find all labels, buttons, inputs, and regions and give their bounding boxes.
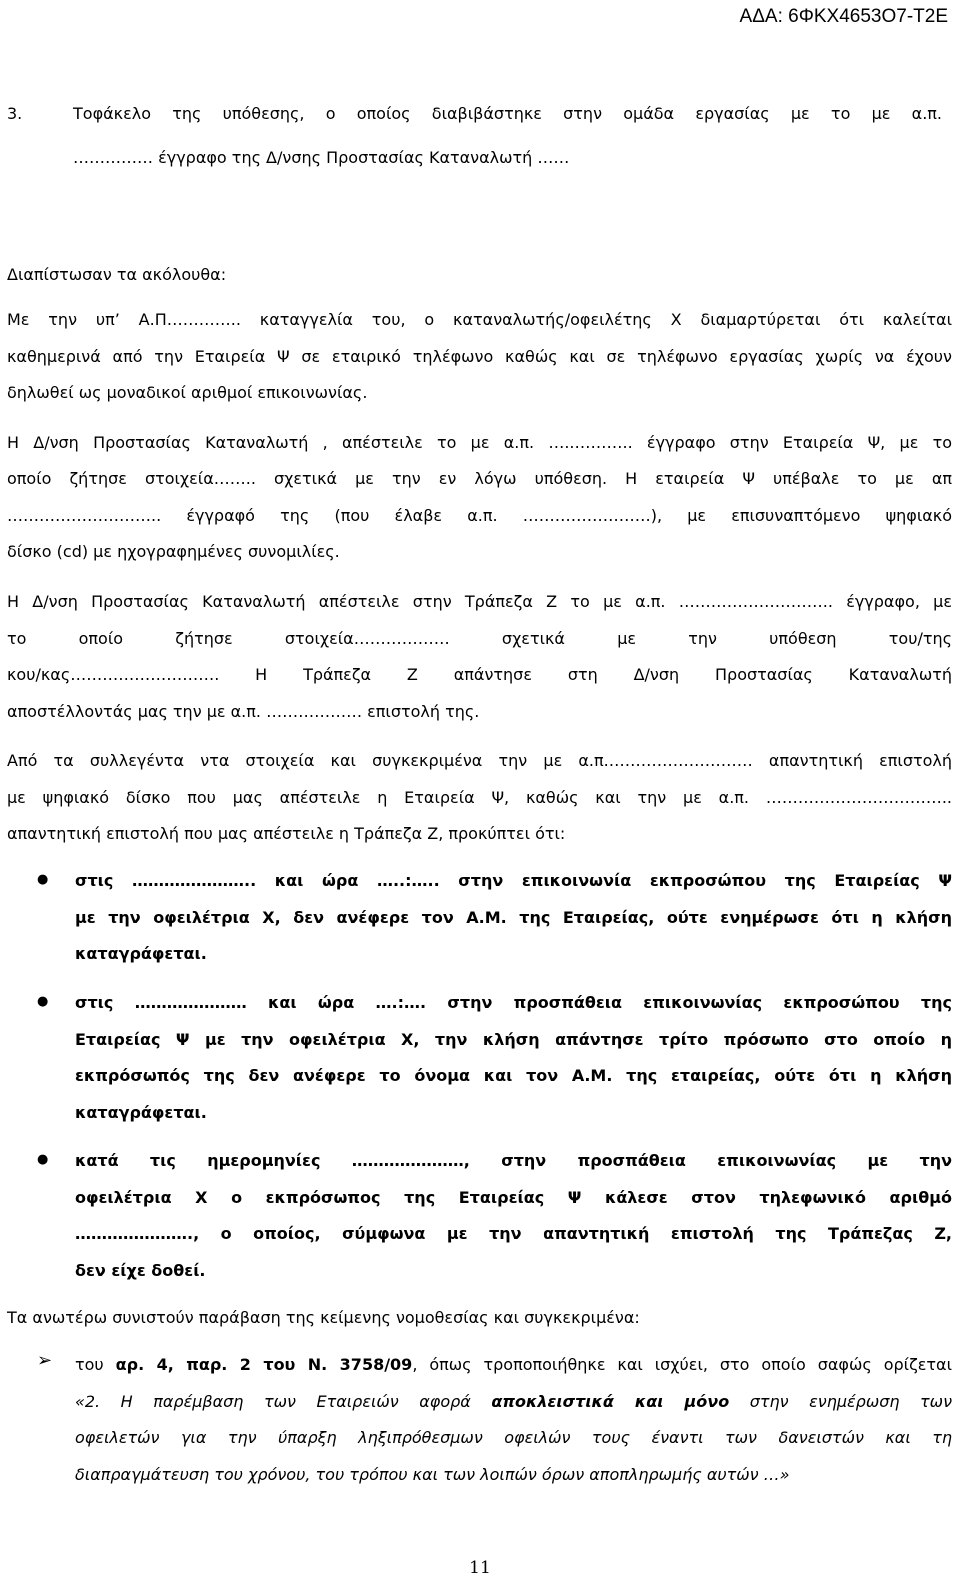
p3-line1: Η Δ/νση Προστασίας Καταναλωτή απέστειλε στην Τράπεζα Ζ το με α.π. ……………………….. έγγραφο, με (7, 592, 952, 611)
p3-line4: αποστέλλοντάς μας την με α.π. ……………… επιστολή της. (7, 702, 480, 721)
law-quote-line3: διαπραγμάτευση του χρόνου, του τρόπου και των λοιπών όρων αποπληρωμής αυτών …» (75, 1465, 790, 1484)
bullet1-line2: με την οφειλέτρια Χ, δεν ανέφερε τον Α.Μ. της Εταιρείας, ούτε ενημέρωσε ότι η κλήση (75, 908, 952, 927)
p4-line2: με ψηφιακό δίσκο που μας απέστειλε η Εταιρεία Ψ, καθώς και την με α.π. …………………………….. (7, 788, 952, 807)
bullet-icon: ● (37, 1152, 49, 1167)
bullet1-line1: στις ………………….. και ώρα …..:….. στην επικοινωνία εκπροσώπου της Εταιρείας Ψ (75, 871, 952, 890)
bullet1-line3: καταγράφεται. (75, 944, 207, 963)
bullet3-line4: δεν είχε δοθεί. (75, 1261, 206, 1280)
bullet3-line2: οφειλέτρια Χ ο εκπρόσωπος της Εταιρείας Ψ κάλεσε στον τηλεφωνικό αριθμό (75, 1188, 952, 1207)
law-post: , όπως τροποποιήθηκε και ισχύει, στο οποίο σαφώς ορίζεται (412, 1355, 953, 1374)
bullet2-line4: καταγράφεται. (75, 1103, 207, 1122)
p2-line2: οποίο ζήτησε στοιχεία…….. σχετικά με την εν λόγω υπόθεση. Η εταιρεία Ψ υπέβαλε το με απ (7, 469, 952, 488)
p1-line1: Με την υπ’ Α.Π………….. καταγγελία του, ο καταναλωτής/οφειλέτης Χ διαμαρτύρεται ότι καλείται (7, 310, 952, 329)
bullet2-line3: εκπρόσωπός της δεν ανέφερε το όνομα και τον Α.Μ. της εταιρείας, ούτε ότι η κλήση (75, 1066, 952, 1085)
item3-line2: …………… έγγραφο της Δ/νσης Προστασίας Καταναλωτή …… (73, 148, 570, 167)
findings-title: Διαπίστωσαν τα ακόλουθα: (7, 265, 227, 284)
bullet3-line3: …………………., ο οποίος, σύμφωνα με την απαντητική επιστολή της Τράπεζας Ζ, (75, 1224, 952, 1243)
quote-bold: αποκλειστικά και μόνο (491, 1392, 730, 1411)
bullet-icon: ● (37, 994, 49, 1009)
law-pre: του (75, 1355, 116, 1374)
p4-line1: Από τα συλλεγέντα ντα στοιχεία και συγκεκριμένα την με α.π.……………………… απαντητική επιστολή (7, 751, 952, 770)
bullet2-line2: Εταιρείας Ψ με την οφειλέτρια Χ, την κλήση απάντησε τρίτο πρόσωπο στο οποίο η (75, 1030, 952, 1049)
bullet2-line1: στις ………………… και ώρα ….:…. στην προσπάθεια επικοινωνίας εκπροσώπου της (75, 993, 952, 1012)
bullet3-line1: κατά τις ημερομηνίες …………………, στην προσπάθεια επικοινωνίας με την (75, 1151, 952, 1170)
p2-line4: δίσκο (cd) με ηχογραφημένες συνομιλίες. (7, 542, 340, 561)
law-line1 (75, 1352, 952, 1378)
law-quote-line1 (75, 1389, 952, 1415)
p2-line3: ……………………….. έγγραφό της (που έλαβε α.π. ……………………), με επισυναπτόμενο ψηφιακό (7, 506, 952, 525)
page-number: 11 (469, 1558, 491, 1578)
arrow-bullet-icon: ➢ (37, 1350, 53, 1371)
law-ref: αρ. 4, παρ. 2 του Ν. 3758/09 (115, 1355, 413, 1374)
quote-part-b: στην ενημέρωση των (729, 1392, 953, 1411)
p1-line3: δηλωθεί ως μοναδικοί αριθμοί επικοινωνίας. (7, 383, 368, 402)
item3-line1 (7, 101, 942, 127)
p4-line3: απαντητική επιστολή που μας απέστειλε η Τράπεζα Ζ, προκύπτει ότι: (7, 824, 566, 843)
ada-code: ΑΔΑ: 6ΦΚΧ4653Ο7-Τ2Ε (739, 6, 948, 27)
bullet-icon: ● (37, 872, 49, 887)
item-number: 3. (7, 104, 23, 123)
item3-line1-text: Τοφάκελο της υπόθεσης, ο οποίος διαβιβάστηκε στην ομάδα εργασίας με το με α.π. (73, 104, 942, 123)
p2-line1: Η Δ/νση Προστασίας Καταναλωτή , απέστειλε το με α.π. …..……….. έγγραφο στην Εταιρεία Ψ, με το (7, 433, 952, 452)
law-quote-line2: οφειλετών για την ύπαρξη ληξιπρόθεσμων οφειλών τους έναντι των δανειστών και τη (75, 1428, 952, 1447)
p3-line2: το οποίο ζήτησε στοιχεία……………… σχετικά με την υπόθεση του/της (7, 629, 952, 648)
quote-part-a: «2. Η παρέμβαση των Εταιρειών αφορά (75, 1392, 492, 1411)
p1-line2: καθημερινά από την Εταιρεία Ψ σε εταιρικό τηλέφωνο καθώς και σε τηλέφωνο εργασίας χωρίς να έχουν (7, 347, 952, 366)
p3-line3: κου/κας………………………. Η Τράπεζα Ζ απάντησε στη Δ/νση Προστασίας Καταναλωτή (7, 665, 952, 684)
p5: Τα ανωτέρω συνιστούν παράβαση της κείμενης νομοθεσίας και συγκεκριμένα: (7, 1308, 640, 1327)
